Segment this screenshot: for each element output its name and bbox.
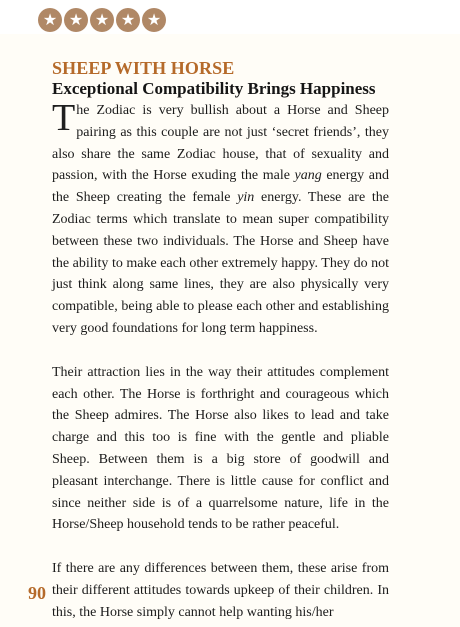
paragraph-1-text-b: energy and the Sheep creating the female [52, 168, 389, 206]
star-icon: ★ [116, 8, 140, 32]
star-rating [38, 8, 166, 32]
paragraph-1-em-yang: yang [294, 168, 322, 184]
paragraph-gap [52, 536, 389, 558]
article-heading: SHEEP WITH HORSE [52, 58, 235, 78]
article-body [52, 58, 389, 624]
article-subheading: Exceptional Compatibility Brings Happiness [52, 79, 376, 98]
star-icon: ★ [90, 8, 114, 32]
star-icon: ★ [142, 8, 166, 32]
paragraph-1 [52, 97, 389, 340]
paragraph-3: If there are any differences between them, these arise from their different attitudes towards upkeep of their children. In this, the Horse simply cannot help wanting his/her [52, 561, 389, 620]
paragraph-gap [52, 340, 389, 362]
paragraph-1-text-c: energy. These are the Zodiac terms which translate to mean super compatibility between these two individuals. The Horse and Sheep have the ability to make each other extremely happy. They do not just think along same lines, they are also physically very compatible, being able to please each other and establishing very good foundations for long term happiness. [52, 190, 389, 336]
paragraph-2: Their attraction lies in the way their attitudes complement each other. The Horse is forthright and courageous which the Sheep admires. The Horse also likes to lead and take charge and this too is fine with the gentle and pliable Sheep. Between them is a big store of goodwill and pleasant interchange. There is little cause for conflict and since neither side is of a quarrelsome nature, life in the Horse/Sheep household tends to be rather peaceful. [52, 364, 389, 533]
page-number: 90 [28, 583, 46, 603]
drop-cap: T [52, 97, 76, 139]
paragraph-1-text-a: he Zodiac is very bullish about a Horse and Sheep pairing as this couple are not just ‘secret friends’, they also share the same Zodiac house, that of sexuality and passion, with the Horse exuding the male [52, 103, 389, 184]
paragraph-1-em-yin: yin [237, 190, 255, 206]
star-icon: ★ [38, 8, 62, 32]
star-icon: ★ [64, 8, 88, 32]
